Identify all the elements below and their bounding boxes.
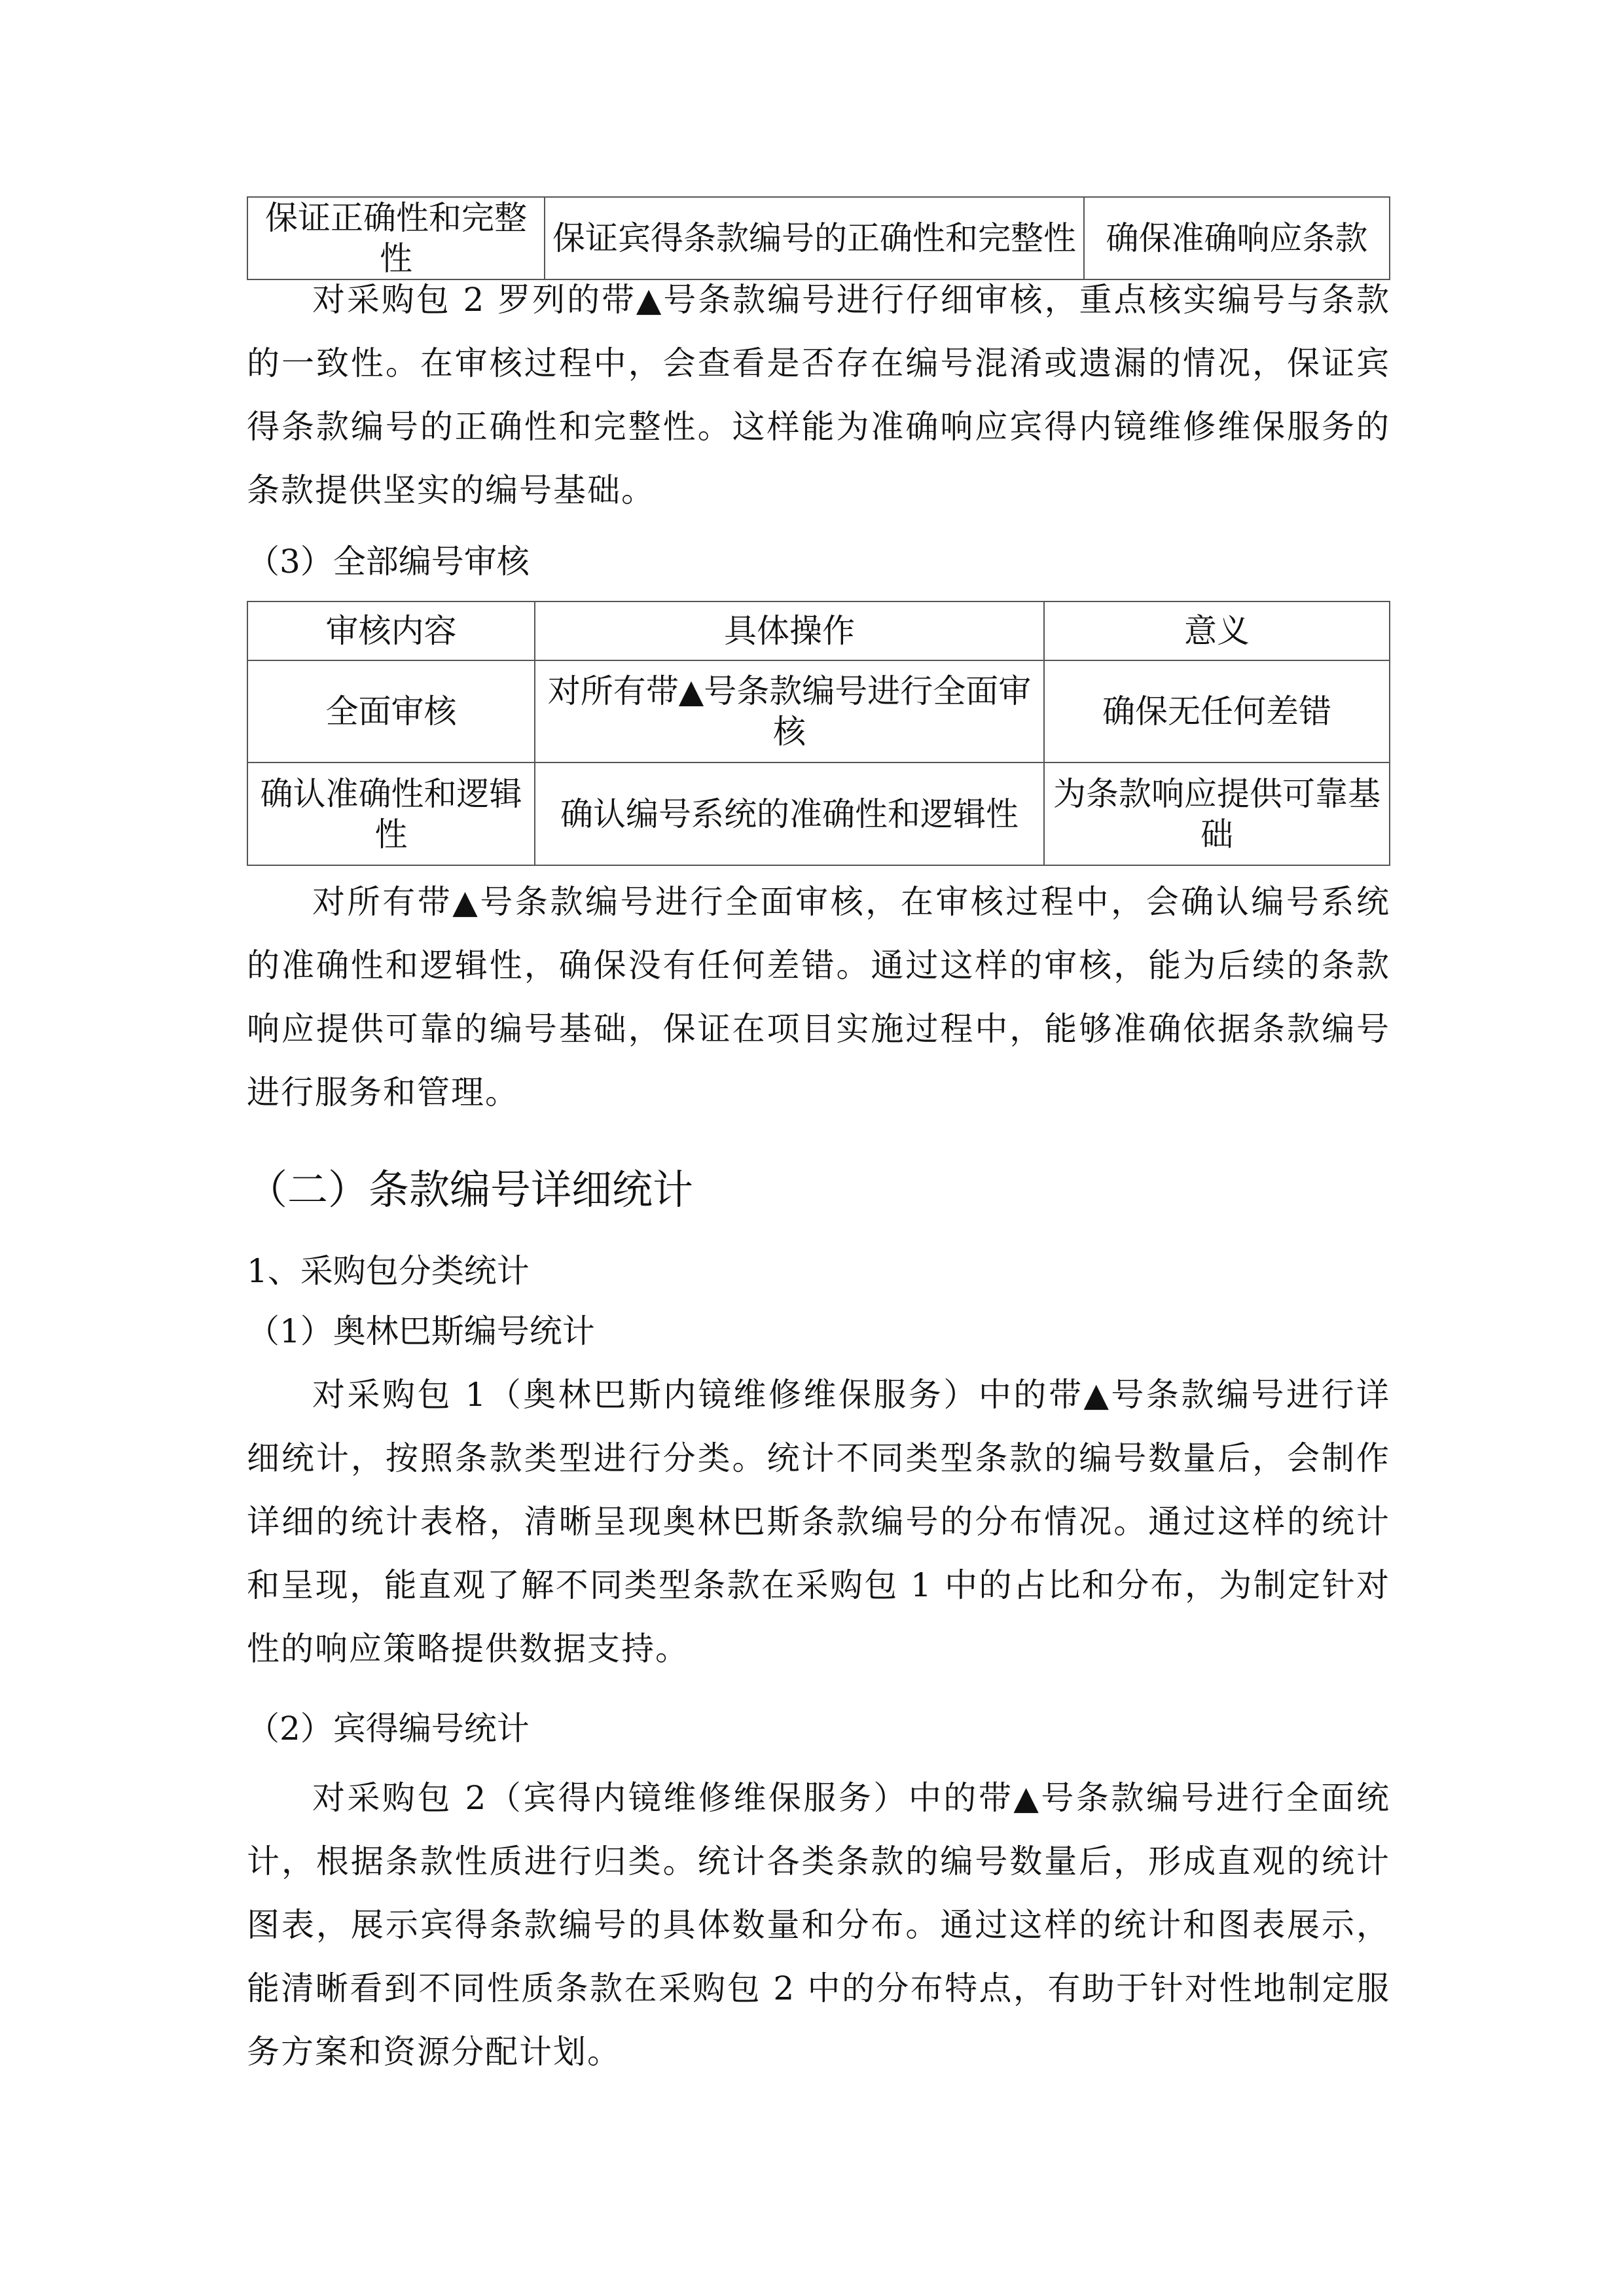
table-cell: 确认编号系统的准确性和逻辑性 <box>535 762 1044 865</box>
section-heading: （二）条款编号详细统计 <box>247 1166 694 1213</box>
table-continued <box>247 196 1390 280</box>
table-cell: 保证宾得条款编号的正确性和完整性 <box>545 197 1084 279</box>
table-header-cell: 具体操作 <box>535 601 1044 660</box>
table-cell: 确保无任何差错 <box>1044 660 1390 762</box>
subheading: 1、采购包分类统计 <box>247 1252 530 1290</box>
table-row <box>247 762 1390 865</box>
table-row <box>247 197 1390 279</box>
paragraph: 对采购包 2（宾得内镜维修维保服务）中的带▲号条款编号进行全面统计，根据条款性质进行归类。统计各类条款的编号数量后，形成直观的统计图表，展示宾得条款编号的具体数量和分布。通过这样的统计和图表展示，能清晰看到不同性质条款在采购包 2 中的分布特点，有助于针对性地制定服务方案和资源分配计划。 <box>247 1779 1390 2071</box>
table-header-cell: 审核内容 <box>247 601 535 660</box>
subheading: （2）宾得编号统计 <box>247 1710 530 1748</box>
audit-table <box>247 601 1390 866</box>
table-cell: 全面审核 <box>247 660 535 762</box>
table-cell: 确保准确响应条款 <box>1084 197 1390 279</box>
table-header-row <box>247 601 1390 660</box>
table-cell: 对所有带▲号条款编号进行全面审核 <box>535 660 1044 762</box>
paragraph: 对所有带▲号条款编号进行全面审核，在审核过程中，会确认编号系统的准确性和逻辑性，确保没有任何差错。通过这样的审核，能为后续的条款响应提供可靠的编号基础，保证在项目实施过程中，能够准确依据条款编号进行服务和管理。 <box>247 883 1390 1111</box>
table-header-cell: 意义 <box>1044 601 1390 660</box>
table-row <box>247 660 1390 762</box>
table-cell: 确认准确性和逻辑性 <box>247 762 535 865</box>
subheading: （3）全部编号审核 <box>247 543 530 581</box>
table-cell: 为条款响应提供可靠基础 <box>1044 762 1390 865</box>
subheading: （1）奥林巴斯编号统计 <box>247 1312 595 1350</box>
paragraph: 对采购包 1（奥林巴斯内镜维修维保服务）中的带▲号条款编号进行详细统计，按照条款类型进行分类。统计不同类型条款的编号数量后，会制作详细的统计表格，清晰呈现奥林巴斯条款编号的分布情况。通过这样的统计和呈现，能直观了解不同类型条款在采购包 1 中的占比和分布，为制定针对性的响应策略提供数据支持。 <box>247 1376 1390 1668</box>
table-cell: 保证正确性和完整性 <box>247 197 545 279</box>
paragraph: 对采购包 2 罗列的带▲号条款编号进行仔细审核，重点核实编号与条款的一致性。在审核过程中，会查看是否存在编号混淆或遗漏的情况，保证宾得条款编号的正确性和完整性。这样能为准确响应宾得内镜维修维保服务的条款提供坚实的编号基础。 <box>247 281 1390 509</box>
